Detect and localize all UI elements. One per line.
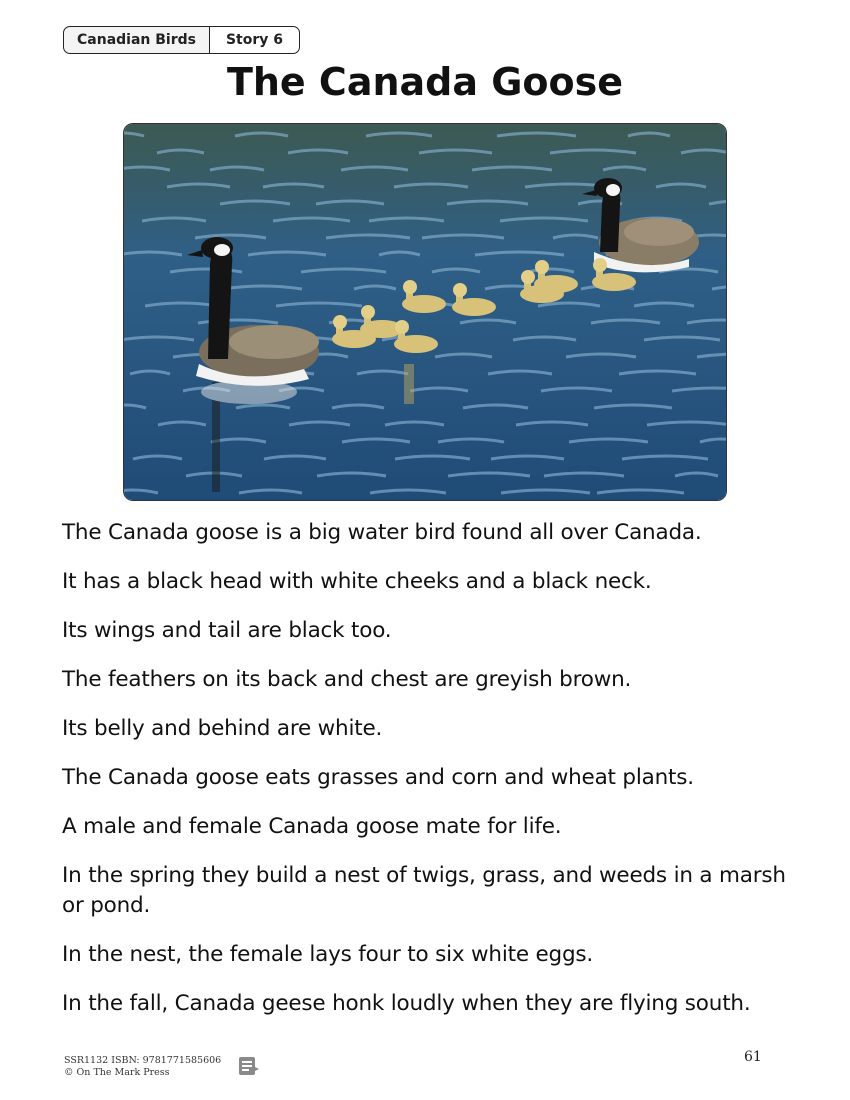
story-sentence: The feathers on its back and chest are greyish brown. [62, 667, 632, 692]
story-sentence: The Canada goose is a big water bird found all over Canada. [62, 520, 702, 545]
story-sentence: It has a black head with white cheeks and a black neck. [62, 569, 652, 594]
footer-credits [64, 1055, 221, 1079]
story-sentence: The Canada goose eats grasses and corn and wheat plants. [62, 765, 694, 790]
story-text [62, 518, 802, 1038]
story-tabs [63, 26, 300, 54]
story-sentence: In the nest, the female lays four to six white eggs. [62, 942, 594, 967]
story-number-tab: Story 6 [210, 26, 300, 54]
publisher-line: © On The Mark Press [64, 1067, 170, 1078]
series-tab: Canadian Birds [63, 26, 210, 54]
story-sentence: In the fall, Canada geese honk loudly when they are flying south. [62, 991, 751, 1016]
story-sentence: Its wings and tail are black too. [62, 618, 392, 643]
book-icon [238, 1056, 260, 1076]
story-sentence: In the spring they build a nest of twigs, grass, and weeds in a marsh or pond. [62, 863, 786, 918]
story-sentence: Its belly and behind are white. [62, 716, 383, 741]
isbn-line: SSR1132 ISBN: 9781771585606 [64, 1055, 222, 1066]
page-number: 61 [744, 1049, 762, 1065]
page-title: The Canada Goose [226, 60, 624, 104]
goose-family-illustration [124, 124, 727, 501]
goose-family-photo [123, 123, 727, 501]
story-sentence: A male and female Canada goose mate for life. [62, 814, 562, 839]
